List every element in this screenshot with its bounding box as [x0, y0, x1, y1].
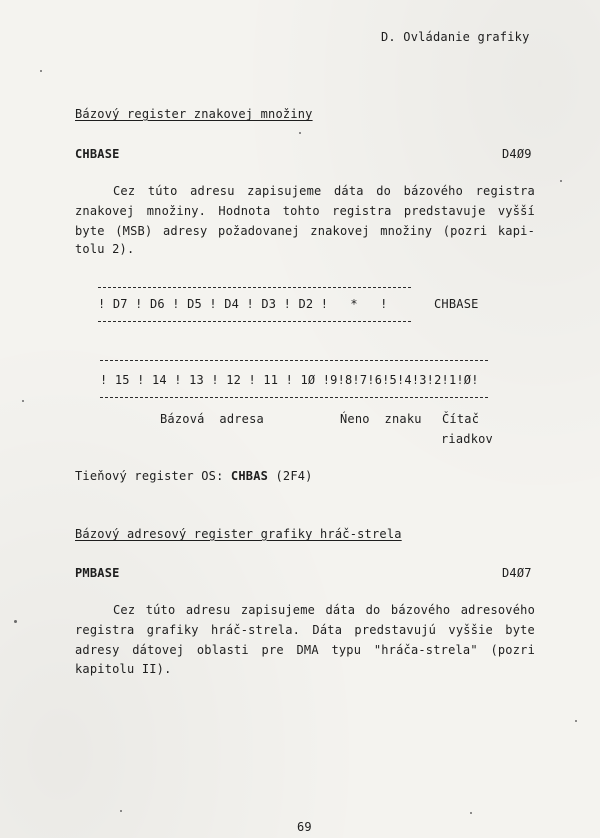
label-base-address: Bázová adresa — [160, 412, 264, 426]
scan-speck — [575, 720, 577, 722]
paragraph-line: Cez túto adresu zapisujeme dáta do bázového adresového — [113, 603, 535, 617]
scan-speck — [14, 620, 17, 623]
shadow-register-address: (2F4) — [268, 469, 313, 483]
shadow-register-prefix: Tieňový register OS: — [75, 469, 231, 483]
section-title: D. Ovládanie grafiky — [381, 30, 530, 44]
pmbase-register-address: D4Ø7 — [502, 566, 532, 580]
diagram-border-top — [98, 287, 411, 288]
scan-speck — [40, 70, 42, 72]
address-cells: ! 15 ! 14 ! 13 ! 12 ! 11 ! 1Ø !9!8!7!6!5!4!3!2!1!Ø! — [100, 373, 479, 387]
diagram-border-bottom — [98, 321, 411, 322]
section1-heading: Bázový register znakovej množiny — [75, 107, 313, 121]
scan-speck — [560, 180, 562, 182]
bit-cells: ! D7 ! D6 ! D5 ! D4 ! D3 ! D2 ! * ! — [98, 297, 388, 311]
paragraph-line: byte (MSB) adresy požadovanej znakovej množiny (pozri kapi- — [75, 224, 535, 238]
scan-speck — [470, 812, 472, 814]
scan-speck — [22, 400, 24, 402]
paragraph-line: tolu 2). — [75, 242, 135, 256]
chbase-register-address: D4Ø9 — [502, 147, 532, 161]
section2-heading: Bázový adresový register grafiky hráč-strela — [75, 527, 402, 541]
paragraph-line: Cez túto adresu zapisujeme dáta do bázového registra — [113, 184, 535, 198]
diagram-border-top — [100, 360, 488, 361]
pmbase-register-name: PMBASE — [75, 566, 120, 580]
chbase-register-name: CHBASE — [75, 147, 120, 161]
label-char-number: Ńeno znaku — [340, 412, 422, 426]
label-row-counter: Čítač — [442, 412, 480, 426]
label-row-counter-2: riadkov — [441, 432, 493, 446]
diagram-border-bottom — [100, 397, 488, 398]
paragraph-line: adresy dátovej oblasti pre DMA typu "hráča-strela" (pozri — [75, 643, 535, 657]
scan-speck — [299, 132, 301, 134]
shadow-register-line — [75, 469, 313, 483]
paragraph-line: znakovej množiny. Hodnota tohto registra predstavuje vyšší — [75, 204, 535, 218]
paragraph-line: registra grafiky hráč-strela. Dáta predstavujú vyššie byte — [75, 623, 535, 637]
bit-diagram-label: CHBASE — [434, 297, 479, 311]
scan-speck — [120, 810, 122, 812]
page-number: 69 — [297, 820, 312, 834]
paragraph-line: kapitolu II). — [75, 662, 172, 676]
shadow-register-name: CHBAS — [230, 469, 269, 483]
